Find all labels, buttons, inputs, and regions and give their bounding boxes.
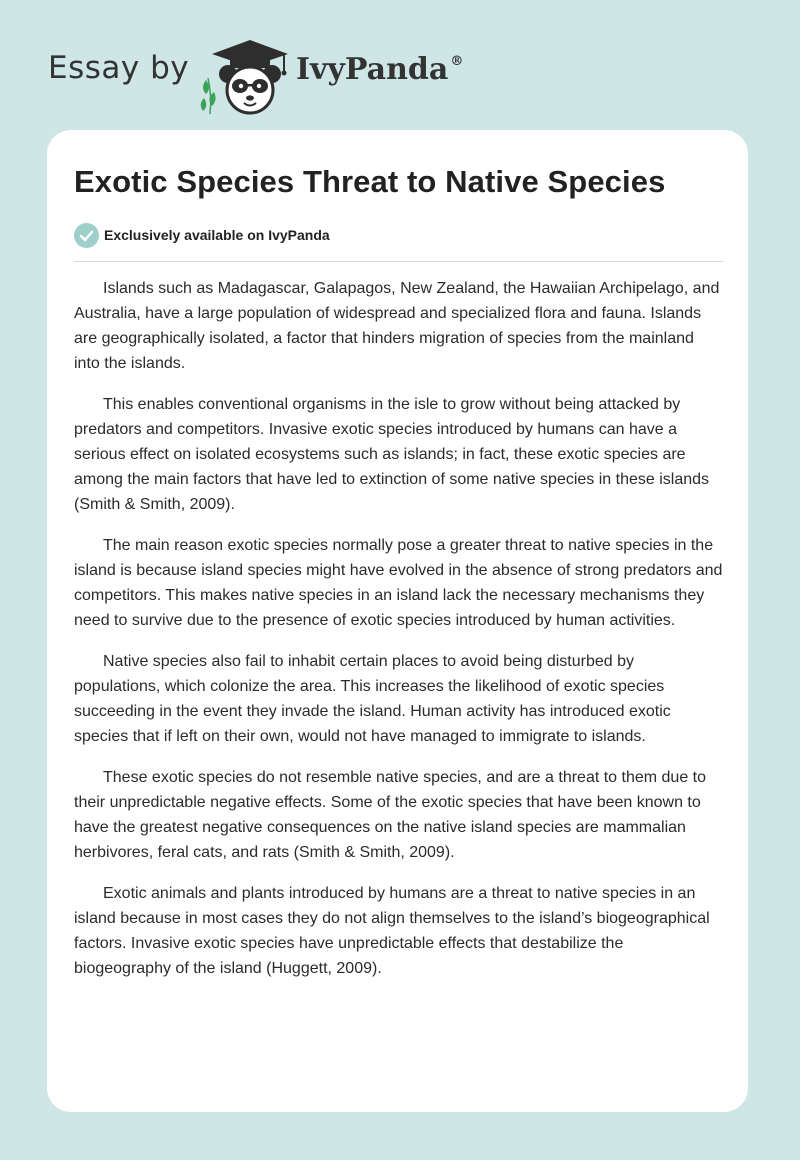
divider (74, 261, 724, 262)
site-header (48, 30, 648, 110)
exclusive-badge (74, 222, 330, 248)
essay-body (74, 276, 724, 997)
essay-by-label: Essay by (48, 50, 190, 86)
paragraph: Native species also fail to inhabit certain places to avoid being disturbed by populations, which colonize the area. This increases the likelihood of exotic species succeeding in the event they invade the island. Human activity has introduced exotic species that if left on their own, would not have managed to immigrate to islands. (74, 653, 671, 745)
brand-name[interactable]: IvyPanda ® (296, 52, 464, 87)
page-title: Exotic Species Threat to Native Species (74, 164, 666, 199)
paragraph: The main reason exotic species normally pose a greater threat to native species in the island is because island species might have evolved in the absence of strong predators and competitors. This makes native species in an island lack the necessary mechanisms they need to survive due to the presence of exotic species introduced by human activities. (74, 537, 723, 629)
paragraph: These exotic species do not resemble native species, and are a threat to them due to their unpredictable negative effects. Some of the exotic species that have been known to have the greatest negative consequences on the native island species are mammalian herbivores, feral cats, and rats (Smith & Smith, 2009). (74, 769, 707, 861)
essay-card (47, 130, 748, 1112)
registered-mark: ® (450, 54, 464, 69)
panda-graduate-icon[interactable] (198, 36, 290, 116)
paragraph: This enables conventional organisms in the isle to grow without being attacked by predators and competitors. Invasive exotic species introduced by humans can have a serious effect on isolated ecosystems such as islands; in fact, these exotic species are among the main factors that have led to extinction of some native species in these islands (Smith & Smith, 2009). (74, 396, 710, 513)
exclusive-label: Exclusively available on IvyPanda (104, 227, 330, 243)
paragraph: Exotic animals and plants introduced by humans are a threat to native species in an island because in most cases they do not align themselves to the island’s biogeographical factors. Invasive exotic species have unpredictable effects that destabilize the biogeography of the island (Huggett, 2009). (74, 885, 710, 977)
check-circle-icon (74, 223, 99, 248)
paragraph: Islands such as Madagascar, Galapagos, New Zealand, the Hawaiian Archipelago, and Australia, have a large population of widespread and specialized flora and fauna. Islands are geographically isolated, a factor that hinders migration of species from the mainland into the islands. (74, 280, 720, 372)
